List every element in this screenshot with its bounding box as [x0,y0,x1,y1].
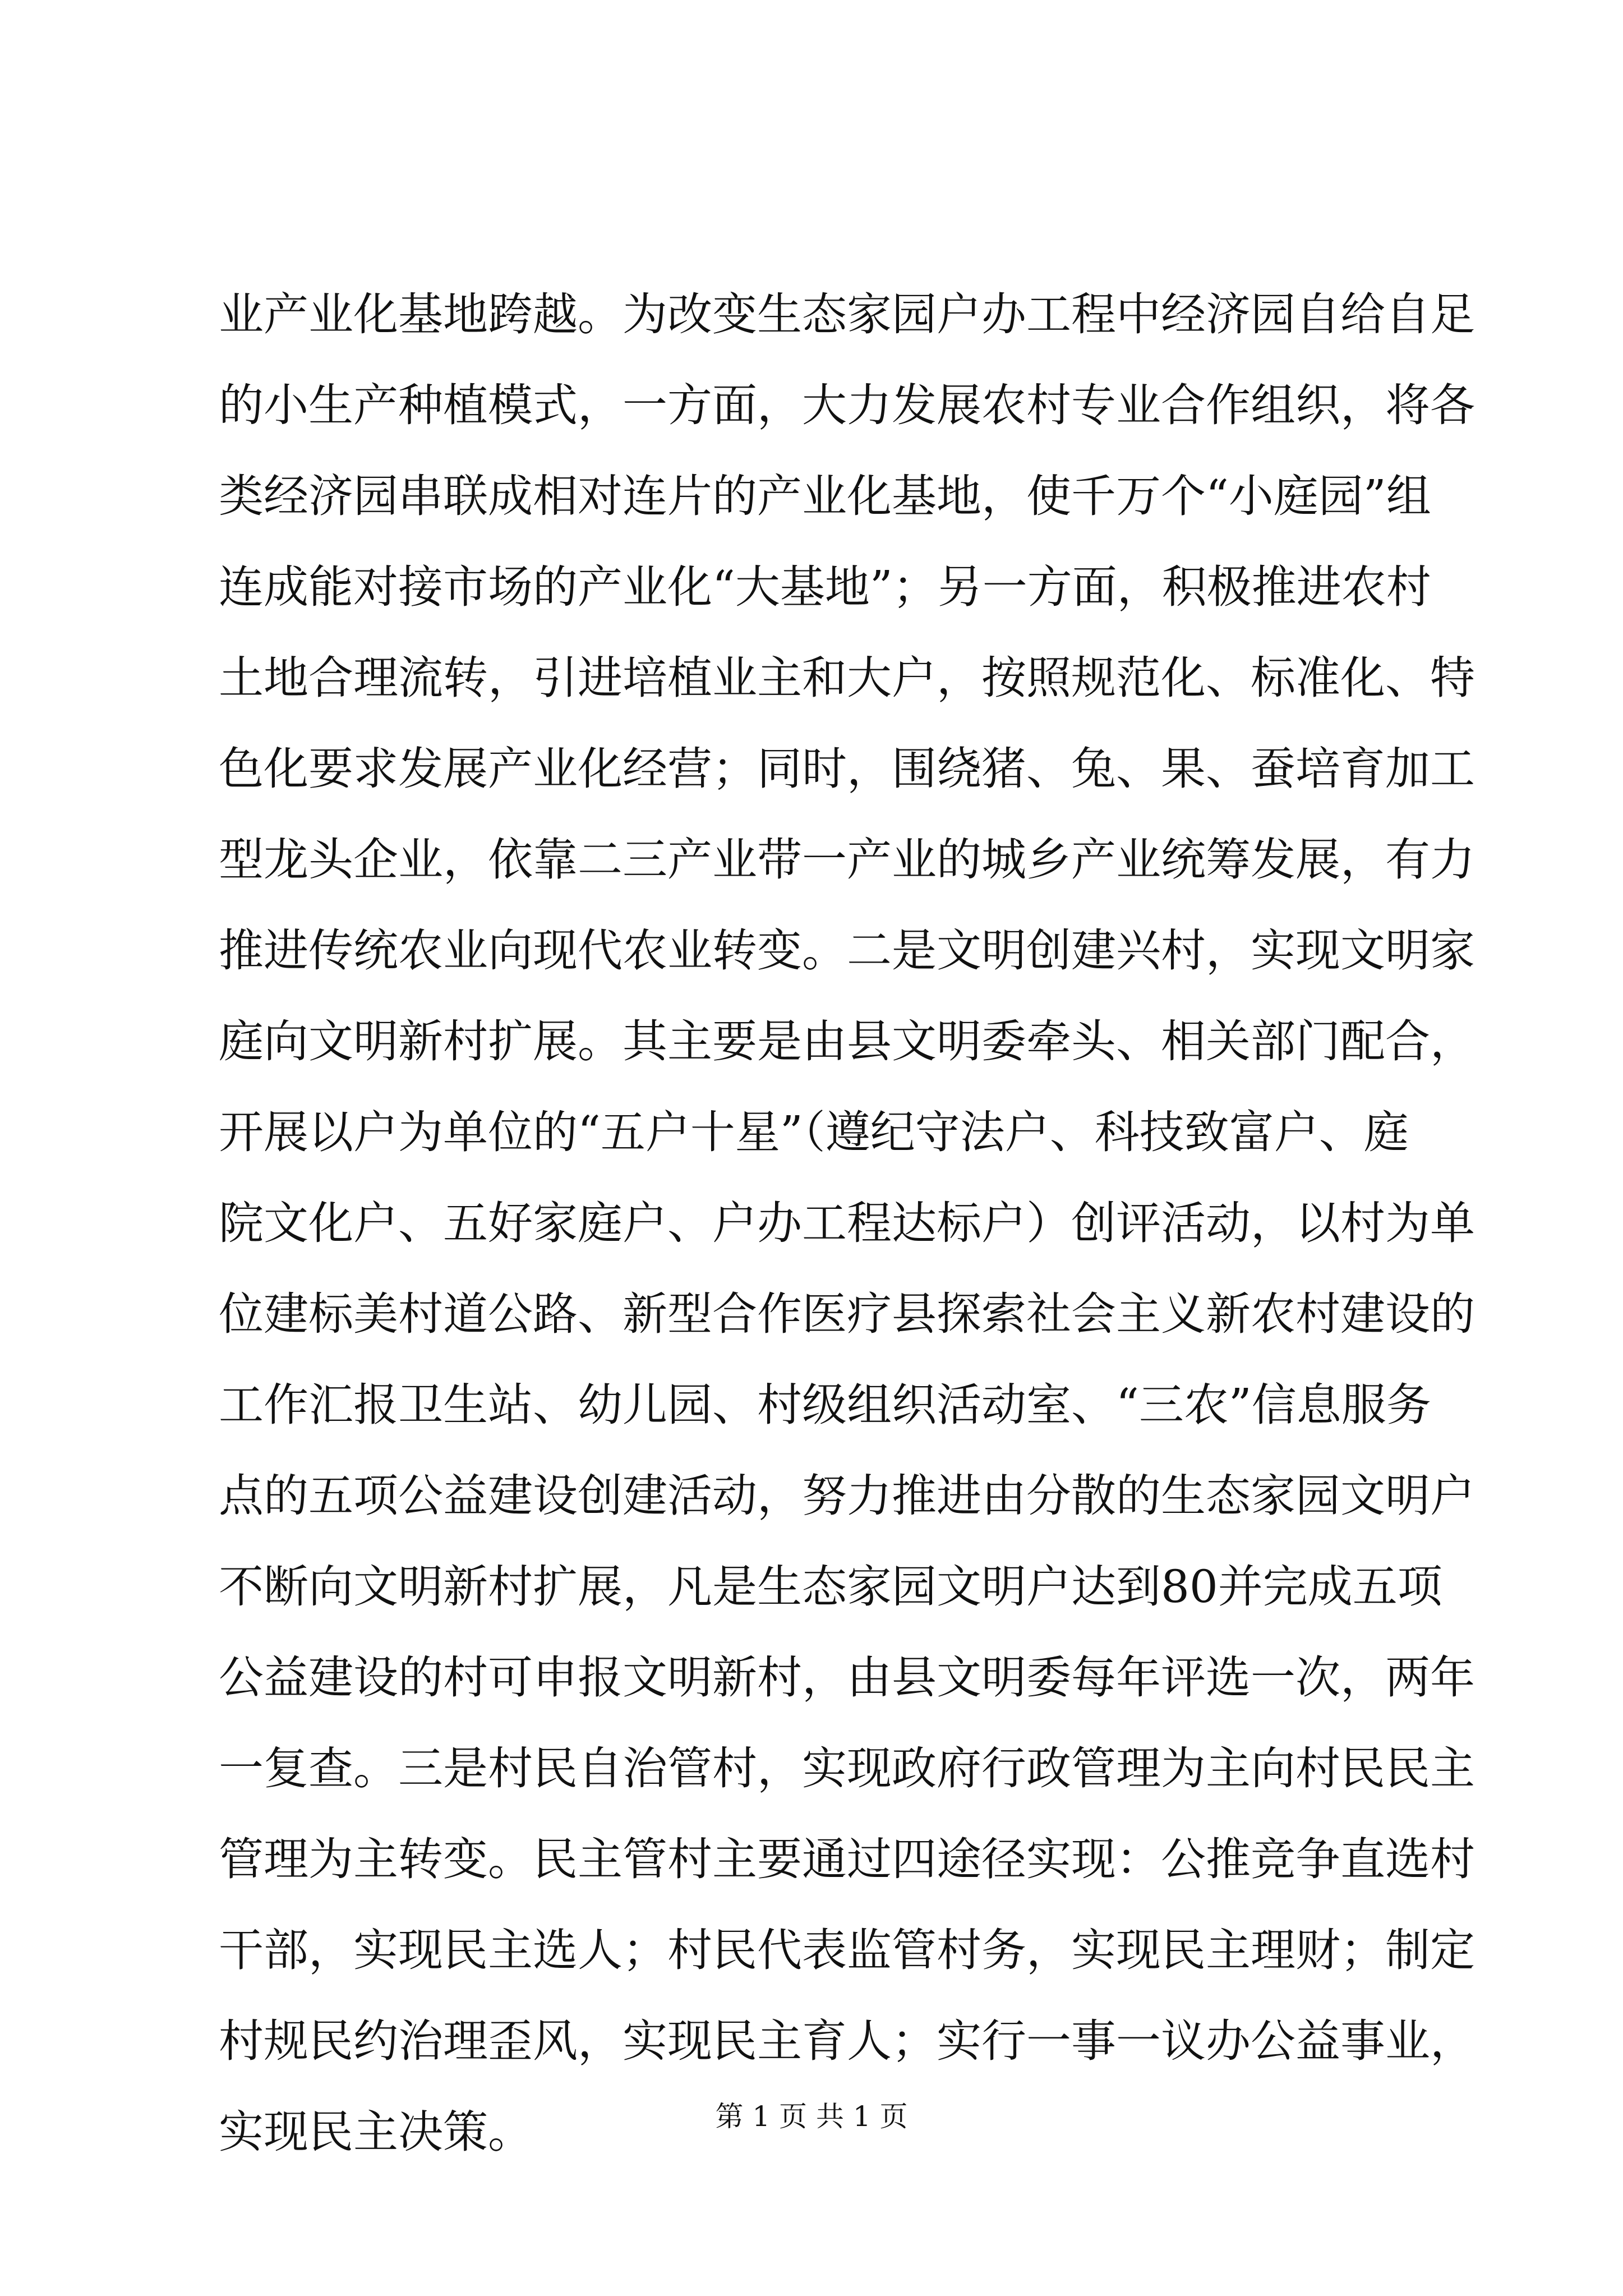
text-line: 位建标美村道公路、新型合作医疗县探索社会主义新农村建设的 [219,1288,1475,1340]
text-line: 色化要求发展产业化经营；同时，围绕猪、兔、果、蚕培育加工 [219,743,1475,795]
text-line: 点的五项公益建设创建活动，努力推进由分散的生态家园文明户 [219,1470,1475,1522]
text-line: 工作汇报卫生站、幼儿园、村级组织活动室、“三农”信息服务 [219,1379,1431,1431]
text-line: 庭向文明新村扩展。其主要是由县文明委牵头、相关部门配合， [219,1015,1475,1068]
text-line: 的小生产种植模式，一方面，大力发展农村专业合作组织，将各 [219,379,1475,431]
text-line: 一复查。三是村民自治管村，实现政府行政管理为主向村民民主 [219,1742,1475,1795]
text-line: 推进传统农业向现代农业转变。二是文明创建兴村，实现文明家 [219,924,1475,977]
text-line-last: 实现民主决策。 [219,2106,533,2158]
page-number-label: 第 1 页 共 1 页 [715,2100,908,2133]
text-line: 不断向文明新村扩展，凡是生态家园文明户达到80并完成五项 [219,1561,1442,1613]
body-text [219,269,1475,2178]
text-line: 类经济园串联成相对连片的产业化基地，使千万个“小庭园”组 [219,470,1431,522]
page-footer [0,2097,1623,2136]
text-line: 公益建设的村可申报文明新村，由县文明委每年评选一次，两年 [219,1651,1475,1704]
text-line: 管理为主转变。民主管村主要通过四途径实现：公推竞争直选村 [219,1833,1475,1885]
text-line: 连成能对接市场的产业化“大基地”；另一方面，积极推进农村 [219,561,1431,613]
text-line: 院文化户、五好家庭户、户办工程达标户）创评活动，以村为单 [219,1197,1475,1249]
text-line: 土地合理流转，引进培植业主和大户，按照规范化、标准化、特 [219,652,1475,704]
text-line: 型龙头企业，依靠二三产业带一产业的城乡产业统筹发展，有力 [219,834,1475,886]
text-line: 村规民约治理歪风，实现民主育人；实行一事一议办公益事业， [219,2015,1475,2067]
text-line: 干部，实现民主选人；村民代表监管村务，实现民主理财；制定 [219,1924,1475,1976]
text-line: 开展以户为单位的“五户十星”（遵纪守法户、科技致富户、庭 [219,1106,1409,1158]
text-line: 业产业化基地跨越。为改变生态家园户办工程中经济园自给自足 [219,288,1475,341]
